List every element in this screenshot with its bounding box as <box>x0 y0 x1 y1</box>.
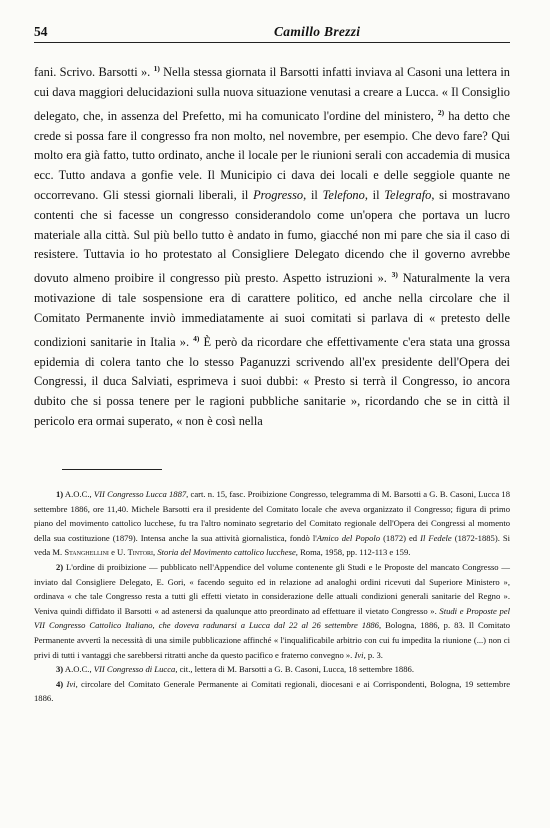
text-run: fani. Scrivo. Barsotti ». <box>34 65 154 80</box>
footnote <box>34 560 510 662</box>
text-run: È però da ricordare che effettivamente c'era stata una grossa epidemia di colera tanto che lo stesso Paganuzzi scrivendo all'ex presidente dell'Opera dei Congressi, il duca Salviati, esprimeva i suoi dubbi: « Presto si terrà il Congresso, io ancora dubito che si possa tenere per le ragioni pubbliche sanitarie », ricordando che se in città il pericolo era ormai superato, « non è così nella <box>34 334 510 429</box>
footnote-text: (1872) ed <box>380 532 421 543</box>
footnote-text: , Roma, 1958, pp. 112-113 e 159. <box>295 547 411 558</box>
footnote-separator <box>62 469 162 470</box>
footnote-text: , Bologna, 1886, p. 83. Il Comitato Permanente avvertì la necessità di una simile pubblicazione affinché « l'inqualificabile arbitrio con cui fu impedita la riunione (...) non ci privi di tutti i vantaggi che sarebbersi ritratti anche da questo pacifico e fraterno convegno ». <box>34 620 510 660</box>
text-run: Telegrafo <box>384 188 432 203</box>
text-run: , si mostravano contenti che si facesse un congresso considerandolo come un'opera che portava un lucro materiale alla città. Sul più bello tutto è andato in fumo, giacché non mi pare che sia il caso di resistere. Tuttavia io ho protestato al Consigliere Delegato dicendo che il governo avrebbe dovuto almeno proibire il congresso più presto. Aspetto istruzioni ». <box>34 188 510 286</box>
footnotes <box>34 487 510 706</box>
footnote-reference: 3) <box>391 270 398 280</box>
footnote-text: e U. <box>108 547 128 558</box>
footnote-marker: 4) <box>56 678 64 689</box>
text-run: , il <box>364 188 385 203</box>
footnote-text: , p. 3. <box>363 649 383 660</box>
footnote-marker: 2) <box>56 561 64 572</box>
text-run: Nella stessa giornata il Barsotti infatti inviava al Casoni una lettera in cui dava maggiori delucidazioni sulla nuova situazione venutasi a creare a Lucca. « Il Consiglio delegato, che, in assenza del Prefetto, mi ha comunicato l'ordine del ministero, <box>34 65 511 123</box>
footnote-reference: 1) <box>153 64 160 73</box>
footnote-text: Tintori <box>127 547 154 558</box>
footnote <box>34 487 510 560</box>
footnote <box>34 662 510 677</box>
page-number: 54 <box>34 24 48 39</box>
footnote-text: (1872-1885). Si veda M. <box>34 532 511 558</box>
footnote-text: L'ordine di proibizione — pubblicato nell'Appendice del volume contenente gli Studi e le Proposte del mancato Congresso — inviato dal Consigliere Delegato, E. Gori, « facendo seguito ed in relazione ad analoghi ordini ricevuti dal Superiore Ministero », ordinava « che tale Congresso resta a tutti gli effetti vietato in considerazione delle attuali condizioni generali sanitarie del Regno ». Veniva quindi diffidato il Barsotti « ad astenersi da qualunque atto preordinato ad effettuare il vietato Congresso ». <box>34 561 510 616</box>
footnote-reference: 4) <box>193 333 200 343</box>
footnote-text: Studi e Proposte pel VII Congresso Cattolico Italiano, che doveva radunarsi a Lucca dal 22 al 26 settembre 1886 <box>34 605 510 631</box>
footnote-text: , cart. n. 15, fasc. Proibizione Congresso, telegramma di M. Barsotti a G. B. Casoni, Lucca 18 settembre 1886, ore 11,40. Michele Barsotti era il presidente del Comitato locale che aveva organizzato il Congresso; figura di primo piano del movimento cattolico lucchese, fu tra l'altro nominato segretario del Comitato regionale dell'Opera dei Congressi al momento della sua costituzione (1879). Intensa anche la sua attività giornalistica, fondò l' <box>34 489 510 543</box>
footnote-text: , cit., lettera di M. Barsotti a G. B. Casoni, Lucca, 18 settembre 1886. <box>175 664 414 675</box>
footnote-marker: 1) <box>56 489 64 499</box>
footnote-text: Amico del Popolo <box>316 532 381 543</box>
text-run: , il <box>303 188 323 203</box>
footnote-text: A.O.C., <box>64 489 94 499</box>
page-header <box>34 24 510 43</box>
footnote-reference: 2) <box>437 107 445 117</box>
footnote-text: , <box>153 547 158 558</box>
running-title: Camillo Brezzi <box>274 24 361 39</box>
footnote-text: Storia del Movimento cattolico lucchese <box>157 547 296 558</box>
footnote-text: VII Congresso di Lucca <box>93 664 176 675</box>
footnote <box>34 677 510 706</box>
footnote-text: Ivi <box>354 649 364 660</box>
main-text <box>34 59 510 432</box>
text-run: Telefono <box>322 188 365 203</box>
main-paragraph <box>34 59 510 432</box>
footnote-text: VII Congresso Lucca 1887 <box>93 489 187 499</box>
footnote-text: Ivi <box>66 678 76 689</box>
footnote-text: A.O.C., <box>64 664 94 675</box>
text-run: ha detto che crede si possa fare il congresso fra non molto, nel novembre, per esempio. Che devo fare? Qui molto era già fatto, tutto ordinato, anche il locale per le riunioni serali con accademia di musica ecc. Tutto andava a gonfie vele. Il Municipio ci dava dei locali e delle seggiole quante ne occorrevano. Gli stessi giornali liberali, il <box>34 108 510 203</box>
footnote-text: Stanghellini <box>64 547 109 558</box>
footnote-marker: 3) <box>56 664 64 675</box>
text-run: Progresso <box>253 188 304 203</box>
footnote-text: , circolare del Comitato Generale Permanente ai Comitati regionali, diocesani e ai Corrispondenti, Bologna, 19 settembre 1886. <box>34 678 511 704</box>
footnote-text: Il Fedele <box>420 532 452 543</box>
text-run: Naturalmente la vera motivazione di tale sospensione era di carattere politico, ed anche nella circolare che il Comitato Permanente inviò immediatamente ai suoi comitati si parlava di « pretesto delle condizioni sanitarie in Italia ». <box>34 271 510 349</box>
